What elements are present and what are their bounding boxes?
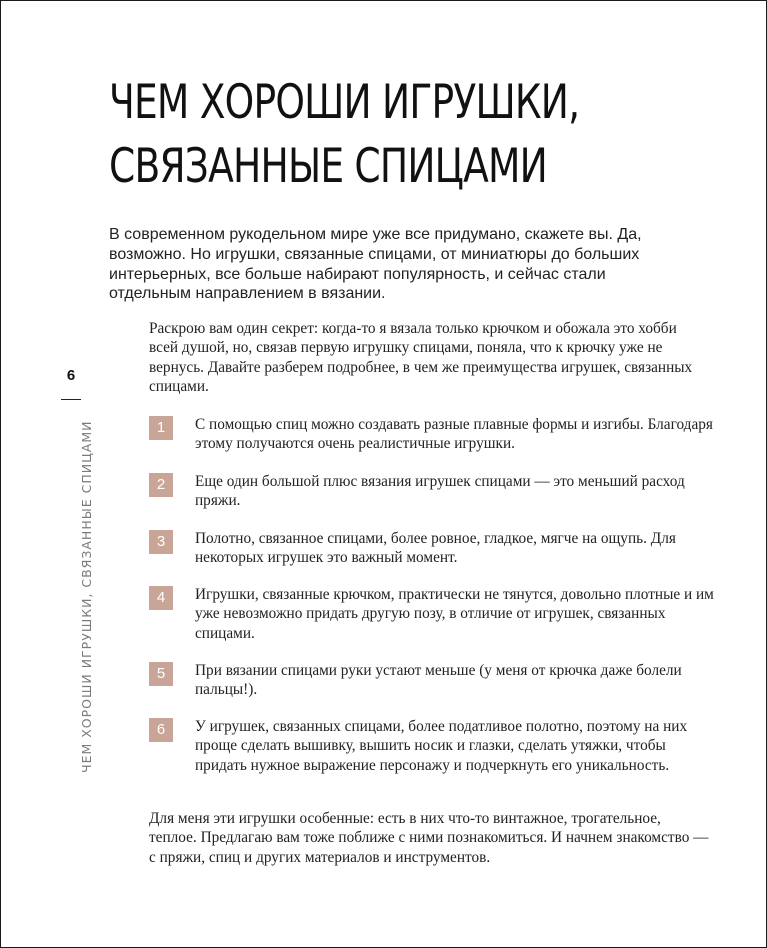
lead-paragraph: Раскрою вам один секрет: когда-то я вязала только крючком и обожала это хобби всей душой, но, связав первую игрушку спицами, поняла, что к крючку уже не вернусь. Давайте разберем подробнее, в чем же преимущества игрушек, связанных спицами. <box>149 320 693 395</box>
item-text: При вязании спицами руки устают меньше (у меня от крючка даже болели пальцы!). <box>195 662 682 699</box>
item-number-badge: 3 <box>149 530 173 554</box>
item-number-badge: 6 <box>149 718 173 742</box>
item-number-badge: 5 <box>149 662 173 686</box>
running-header: ЧЕМ ХОРОШИ ИГРУШКИ, СВЯЗАННЫЕ СПИЦАМИ <box>79 420 94 773</box>
page-title-line-2: СВЯЗАННЫЕ СПИЦАМИ <box>109 139 547 194</box>
item-text: Еще один большой плюс вязания игрушек спицами — это меньший расход пряжи. <box>195 473 685 510</box>
item-number-badge: 1 <box>149 416 173 440</box>
item-text: Игрушки, связанные крючком, практически не тянутся, довольно плотные и им уже невозможно придать другую позу, в отличие от игрушек, связанных спицами. <box>195 586 714 642</box>
item-text: Полотно, связанное спицами, более ровное, гладкое, мягче на ощупь. Для некоторых игрушек это важный момент. <box>195 530 676 567</box>
page-title-line-1: ЧЕМ ХОРОШИ ИГРУШКИ, <box>109 75 580 130</box>
item-text: У игрушек, связанных спицами, более податливое полотно, поэтому на них проще сделать вышивку, вышить носик и глазки, сделать утяжки, чтобы придать нужное выражение персонажу и подчеркнуть его уникальность. <box>195 718 688 774</box>
intro-paragraph: В современном рукодельном мире уже все придумано, скажете вы. Да, возможно. Но игрушки, связанные спицами, от миниатюры до больших интерьерных, все больше набирают популярность, и сейчас стали отдельным направлением в вязании. <box>109 226 642 303</box>
item-number-badge: 4 <box>149 586 173 610</box>
closing-paragraph: Для меня эти игрушки особенные: есть в них что-то винтажное, трогательное, теплое. Предлагаю вам тоже поближе с ними познакомиться. И начнем знакомство — с пряжи, спиц и других материалов и инструментов. <box>149 810 709 866</box>
page-number: 6 <box>66 367 76 384</box>
page-title <box>109 71 579 199</box>
page-number-rule <box>61 399 81 400</box>
item-number-badge: 2 <box>149 473 173 497</box>
item-text: С помощью спиц можно создавать разные плавные формы и изгибы. Благодаря этому получаются очень реалистичные игрушки. <box>195 416 713 453</box>
